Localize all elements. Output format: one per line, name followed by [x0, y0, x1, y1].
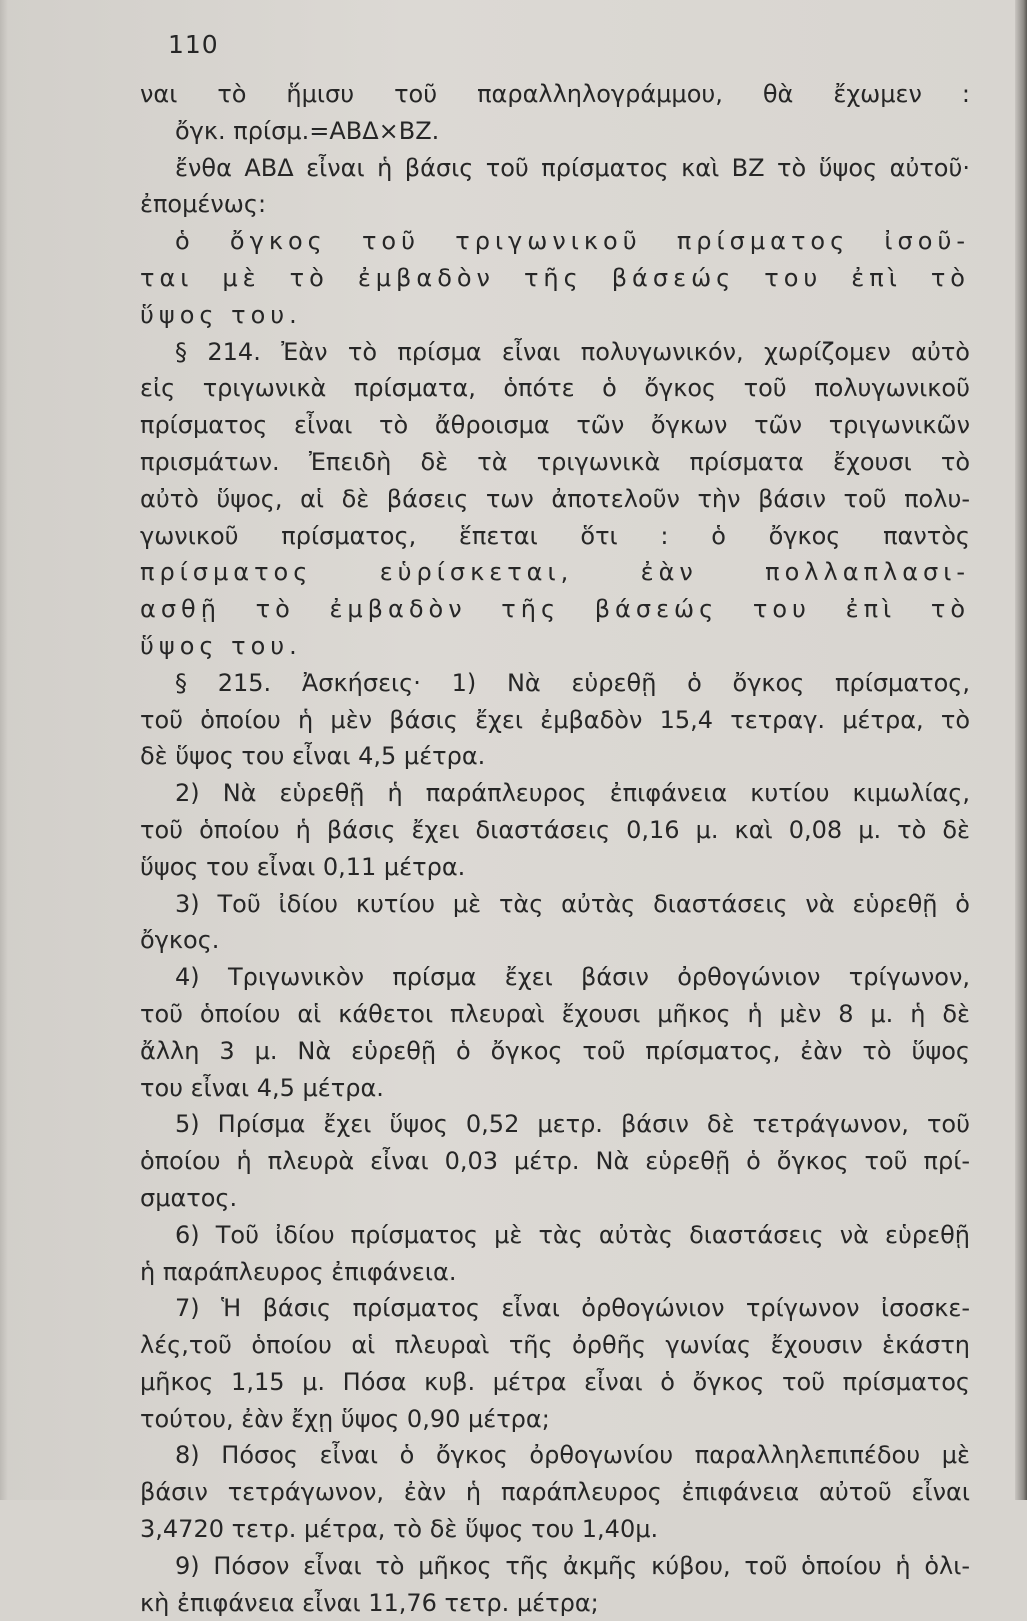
text-line: πρισμάτων. Ἐπειδὴ δὲ τὰ τριγωνικὰ πρίσματα ἔχουσι τὸ — [140, 447, 970, 476]
text-line: ὁποίου ἡ πλευρὰ εἶναι 0,03 μέτρ. Νὰ εὑρεθῇ ὁ ὄγκος τοῦ πρί- — [140, 1147, 970, 1176]
page-body-text — [140, 76, 970, 1621]
text-line: ται μὲ τὸ ἐμβαδὸν τῆς βάσεώς του ἐπὶ τὸ — [140, 263, 970, 292]
text-line: κὴ ἐπιφάνεια εἶναι 11,76 τετρ. μέτρα; — [140, 1588, 599, 1617]
text-line: μῆκος 1,15 μ. Πόσα κυβ. μέτρα εἶναι ὁ ὄγκος τοῦ πρίσματος — [140, 1367, 970, 1396]
page-number: 110 — [168, 30, 219, 59]
text-line: γωνικοῦ πρίσματος, ἕπεται ὅτι : ὁ ὄγκος παντὸς — [140, 521, 970, 550]
text-line: εἰς τριγωνικὰ πρίσματα, ὁπότε ὁ ὄγκος τοῦ πολυγωνικοῦ — [140, 374, 970, 403]
text-line: 6) Τοῦ ἰδίου πρίσματος μὲ τὰς αὐτὰς διαστάσεις νὰ εὑρεθῇ — [175, 1220, 970, 1249]
text-line: ἄλλη 3 μ. Νὰ εὑρεθῇ ὁ ὄγκος τοῦ πρίσματος, ἐὰν τὸ ὕψος — [140, 1036, 970, 1065]
text-line: 8) Πόσος εἶναι ὁ ὄγκος ὀρθογωνίου παραλληλεπιπέδου μὲ — [175, 1441, 970, 1470]
text-line: αὐτὸ ὕψος, αἱ δὲ βάσεις των ἀποτελοῦν τὴν βάσιν τοῦ πολυ- — [140, 484, 970, 513]
page-left-edge — [0, 0, 8, 1500]
text-line: ασθῇ τὸ ἐμβαδὸν τῆς βάσεώς του ἐπὶ τὸ — [140, 595, 970, 624]
text-line: 3) Τοῦ ἰδίου κυτίου μὲ τὰς αὐτὰς διαστάσεις νὰ εὑρεθῇ ὁ — [175, 889, 970, 918]
text-line: ὕψος του εἶναι 0,11 μέτρα. — [140, 852, 466, 881]
text-line: 2) Νὰ εὑρεθῇ ἡ παράπλευρος ἐπιφάνεια κυτίου κιμωλίας, — [175, 779, 970, 808]
text-line: ναι τὸ ἥμισυ τοῦ παραλληλογράμμου, θὰ ἔχωμεν : — [140, 80, 970, 108]
text-line: τούτου, ἐὰν ἔχῃ ὕψος 0,90 μέτρα; — [140, 1404, 550, 1433]
text-line: ἐπομένως: — [140, 190, 267, 219]
text-line: λές,τοῦ ὁποίου αἱ πλευραὶ τῆς ὀρθῆς γωνίας ἔχουσιν ἑκάστη — [140, 1331, 970, 1360]
text-line: πρίσματος εὑρίσκεται, ἐὰν πολλαπλασι- — [140, 558, 970, 587]
text-line: σματος. — [140, 1183, 238, 1212]
text-line: βάσιν τετράγωνον, ἐὰν ἡ παράπλευρος ἐπιφάνεια αὐτοῦ εἶναι — [140, 1478, 970, 1507]
text-line: ἡ παράπλευρος ἐπιφάνεια. — [140, 1257, 457, 1286]
text-line: δὲ ὕψος του εἶναι 4,5 μέτρα. — [140, 742, 486, 771]
text-line: ὄγκ. πρίσμ.=ΑΒΔ×ΒΖ. — [175, 116, 440, 145]
text-line: 5) Πρίσμα ἔχει ὕψος 0,52 μετρ. βάσιν δὲ τετράγωνον, τοῦ — [175, 1110, 970, 1139]
text-line: ὄγκος. — [140, 926, 220, 955]
text-line: τοῦ ὁποίου αἱ κάθετοι πλευραὶ ἔχουσι μῆκος ἡ μὲν 8 μ. ἡ δὲ — [140, 999, 970, 1028]
text-line: ὕψος του. — [140, 300, 302, 329]
text-line: ὁ ὄγκος τοῦ τριγωνικοῦ πρίσματος ἰσοῦ- — [175, 227, 970, 256]
text-line: τοῦ ὁποίου ἡ μὲν βάσις ἔχει ἐμβαδὸν 15,4 τετραγ. μέτρα, τὸ — [140, 705, 970, 734]
text-line: 7) Ἡ βάσις πρίσματος εἶναι ὀρθογώνιον τρίγωνον ἰσοσκε- — [175, 1294, 970, 1323]
text-line: § 214. Ἐὰν τὸ πρίσμα εἶναι πολυγωνικόν, χωρίζομεν αὐτὸ — [175, 337, 970, 366]
text-line: ἔνθα ΑΒΔ εἶναι ἡ βάσις τοῦ πρίσματος καὶ ΒΖ τὸ ὕψος αὐτοῦ· — [175, 153, 970, 182]
text-line: τοῦ ὁποίου ἡ βάσις ἔχει διαστάσεις 0,16 μ. καὶ 0,08 μ. τὸ δὲ — [140, 815, 970, 844]
text-line: πρίσματος εἶναι τὸ ἄθροισμα τῶν ὄγκων τῶν τριγωνικῶν — [140, 411, 970, 440]
page-right-edge — [1015, 0, 1027, 1500]
text-line: § 215. Ἀσκήσεις· 1) Νὰ εὑρεθῇ ὁ ὄγκος πρίσματος, — [175, 668, 970, 697]
text-line: 4) Τριγωνικὸν πρίσμα ἔχει βάσιν ὀρθογώνιον τρίγωνον, — [175, 963, 970, 992]
text-line: του εἶναι 4,5 μέτρα. — [140, 1073, 384, 1102]
text-line: 9) Πόσον εἶναι τὸ μῆκος τῆς ἀκμῆς κύβου, τοῦ ὁποίου ἡ ὁλι- — [175, 1551, 970, 1580]
text-line: 3,4720 τετρ. μέτρα, τὸ δὲ ὕψος του 1,40μ. — [140, 1515, 659, 1544]
text-line: ὕψος του. — [140, 631, 302, 660]
